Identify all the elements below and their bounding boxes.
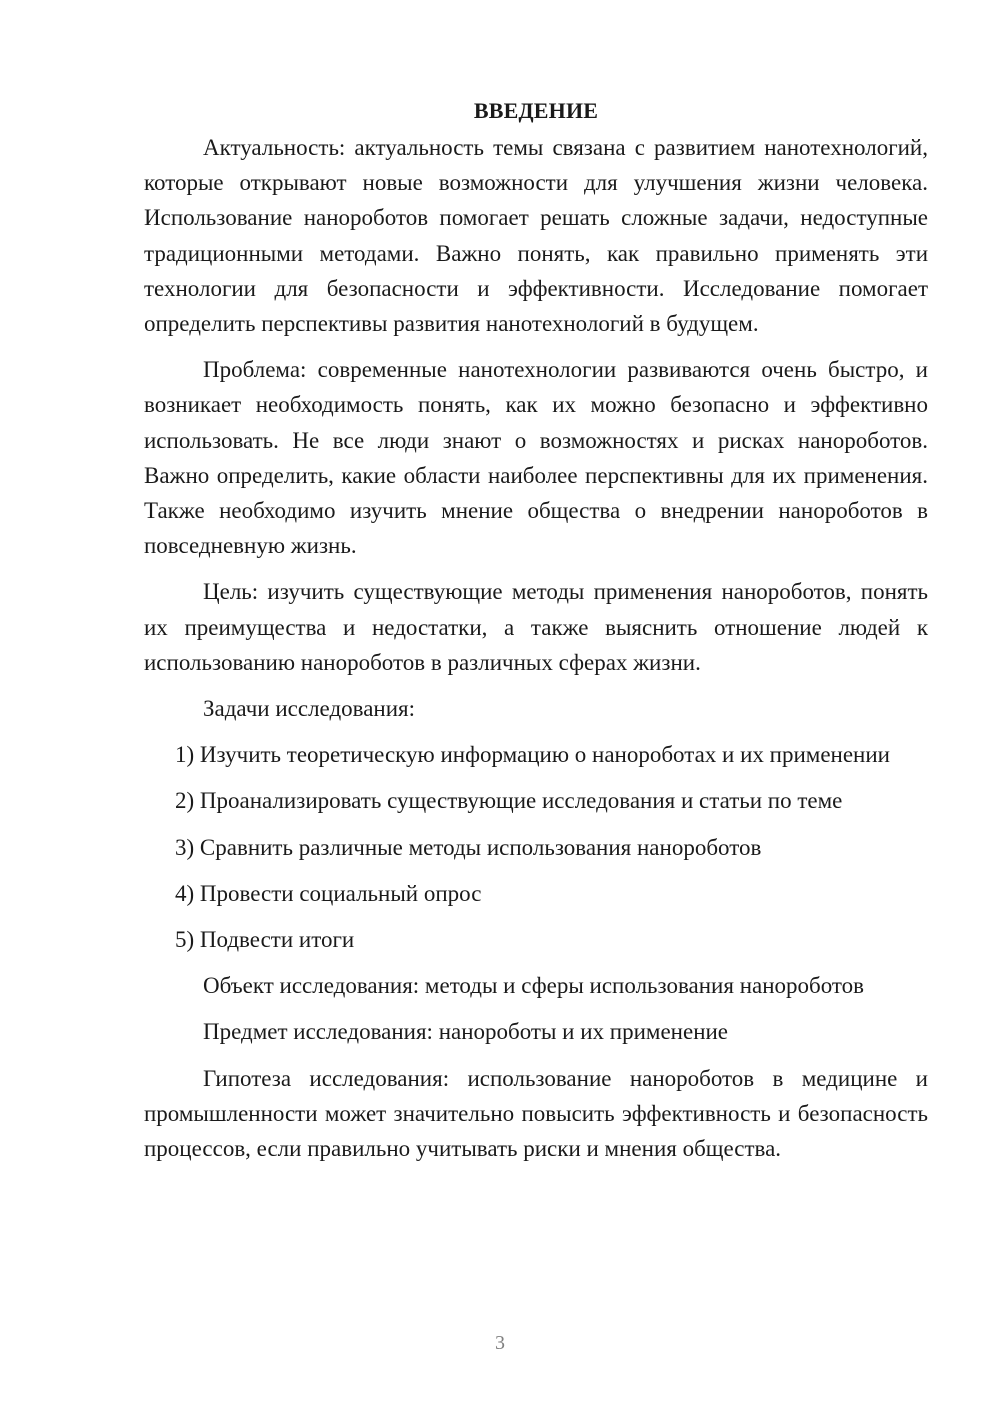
task-item-2: 2) Проанализировать существующие исследования и статьи по теме [175,788,843,814]
page-number: 3 [495,1332,505,1354]
page-content [144,92,928,1177]
research-object: Объект исследования: методы и сферы использования нанороботов [203,973,865,999]
task-item-1: 1) Изучить теоретическую информацию о нанороботах и их применении [175,742,890,768]
page-title: ВВЕДЕНИЕ [473,98,599,123]
goal-paragraph: Цель: изучить существующие методы применения нанороботов, понять их преимущества и недостатки, а также выяснить отношение людей к использованию нанороботов в различных сферах жизни. [144,579,928,675]
relevance-paragraph: Актуальность: актуальность темы связана с развитием нанотехнологий, которые открывают новые возможности для улучшения жизни человека. Использование нанороботов помогает решать сложные задачи, недоступные традиционными методами. Важно понять, как правильно применять эти технологии для безопасности и эффективности. Исследование помогает определить перспективы развития нанотехнологий в будущем. [144,135,928,337]
task-item-4: 4) Провести социальный опрос [175,880,482,906]
task-item-3: 3) Сравнить различные методы использования нанороботов [175,834,762,860]
hypothesis-paragraph: Гипотеза исследования: использование нанороботов в медицине и промышленности может значительно повысить эффективность и безопасность процессов, если правильно учитывать риски и мнения общества. [144,1065,928,1162]
task-item-5: 5) Подвести итоги [175,927,355,953]
tasks-heading: Задачи исследования: [203,696,416,722]
problem-paragraph: Проблема: современные нанотехнологии развиваются очень быстро, и возникает необходимость понять, как их можно безопасно и эффективно использовать. Не все люди знают о возможностях и рисках нанороботов. Важно определить, какие области наиболее перспективны для их применения. Также необходимо изучить мнение общества о внедрении нанороботов в повседневную жизнь. [144,357,928,559]
research-subject: Предмет исследования: нанороботы и их применение [203,1019,729,1045]
